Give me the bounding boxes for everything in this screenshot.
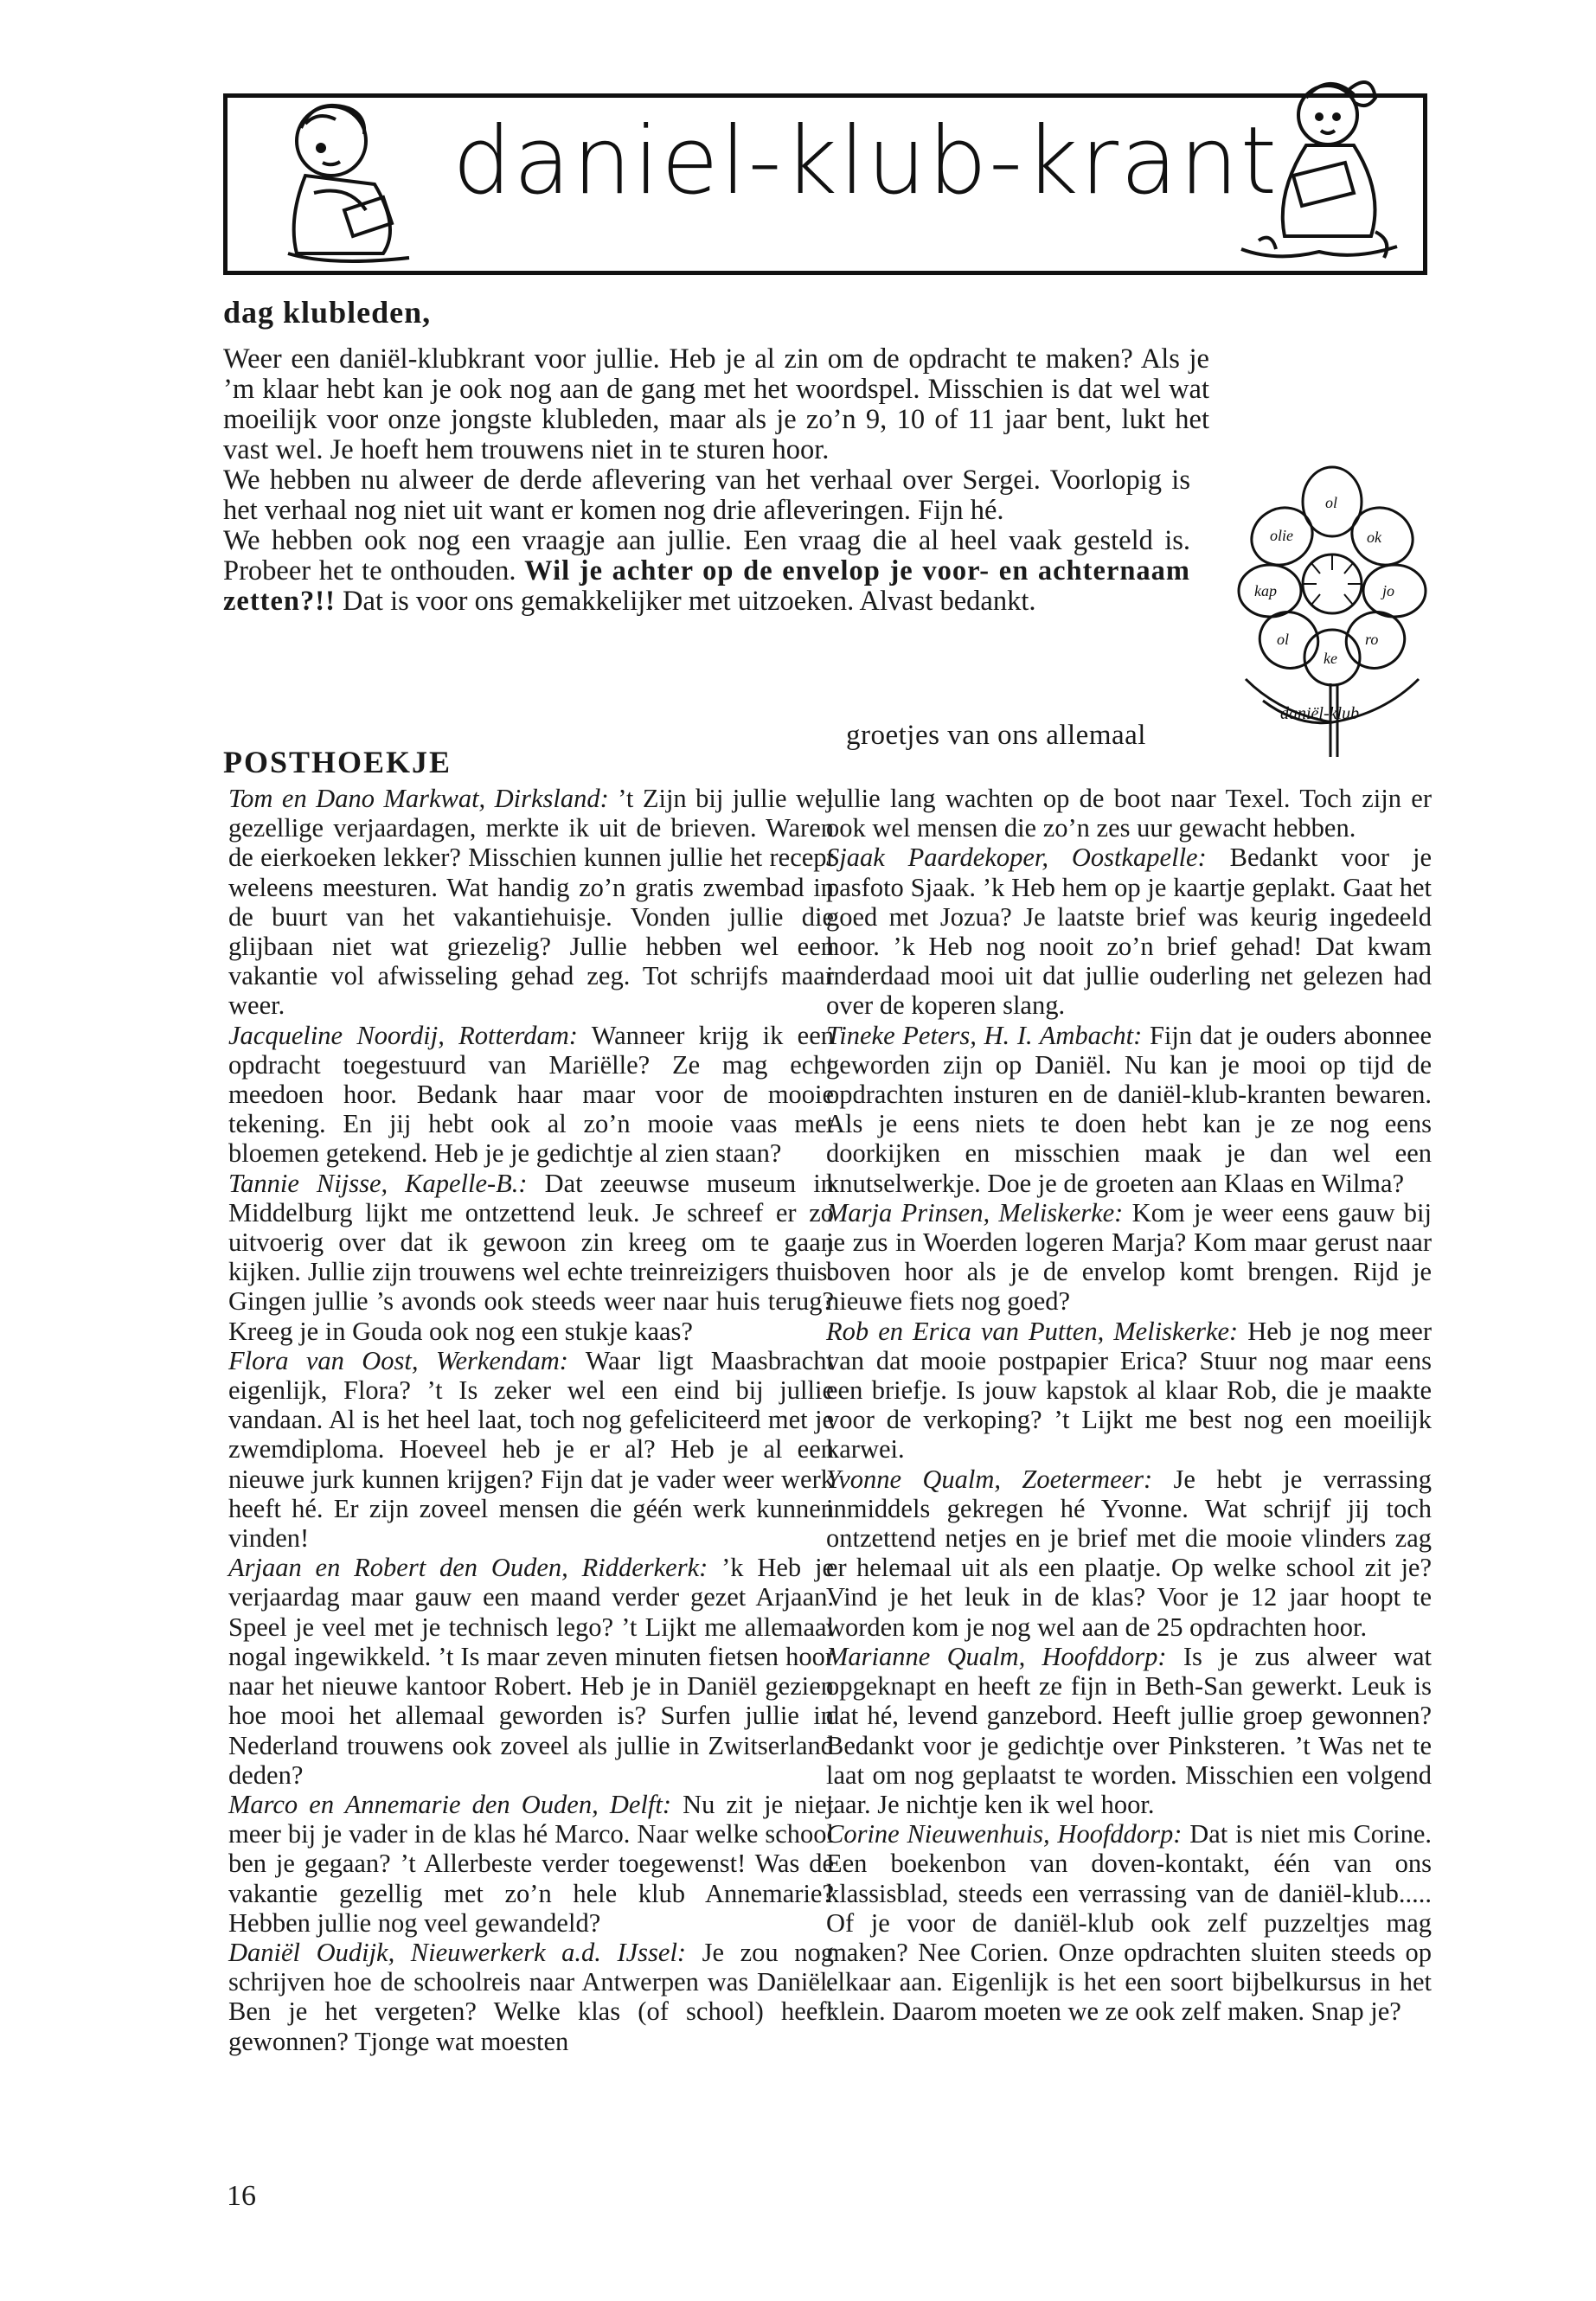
letter-entry bbox=[826, 1198, 1432, 1317]
letter-sender: Sjaak Paardekoper, Oostkapelle: bbox=[826, 843, 1207, 873]
masthead-title: daniel-klub-krant bbox=[452, 107, 1279, 215]
intro-paragraph-2 bbox=[223, 465, 1190, 526]
letter-entry bbox=[228, 1021, 834, 1169]
letter-sender: Corine Nieuwenhuis, Hoofddorp: bbox=[826, 1819, 1183, 1849]
letter-sender: Arjaan en Robert den Ouden, Ridderkerk: bbox=[228, 1553, 708, 1583]
letter-sender: Jacqueline Noordij, Rotterdam: bbox=[228, 1020, 578, 1050]
letter-reply: Dat zeeuwse museum in Middelburg lijkt me ontzettend leuk. Je schreef er zo uitvoerig over dat ik gewoon zin kreeg om te gaan kijken. Jullie zijn trouwens wel echte treinreizigers thuis. Gingen jullie ’s avonds ook steeds weer naar huis terug? Kreeg je in Gouda ook nog een stukje kaas? bbox=[228, 1168, 834, 1346]
flower-stem-label: daniël-klub bbox=[1280, 704, 1360, 723]
flower-petal-text-4: kap bbox=[1254, 582, 1277, 599]
letter-entry bbox=[228, 1790, 834, 1938]
flower-petal-text-5: jo bbox=[1382, 582, 1395, 599]
letter-sender: Marja Prinsen, Meliskerke: bbox=[826, 1197, 1124, 1227]
letter-reply: Je hebt je verrassing inmiddels gekregen hé Yvonne. Wat schrijf jij toch ontzettend netjes en je brief met die mooie vlinders zag er helemaal uit als een plaatje. Op welke school zit je? Vind je het leuk in de klas? Voor je 12 jaar hoopt te worden kom je nog wel aan de 25 opdrachten hoor. bbox=[826, 1464, 1432, 1642]
letter-entry bbox=[826, 1819, 1432, 2026]
boy-reading-illustration bbox=[253, 80, 426, 279]
letter-reply: Wanneer krijg ik een opdracht toegestuurd van Mariëlle? Ze mag echt meedoen hoor. Bedank haar maar voor de mooie tekening. En jij hebt ook al zo’n mooie vaas met bloemen getekend. Heb je je gedichtje al zien staan? bbox=[228, 1020, 834, 1169]
flower-petal-text-3: ok bbox=[1367, 529, 1381, 546]
letter-reply: Waar ligt Maasbracht eigenlijk, Flora? ’t Is zeker wel een eind bij jullie vandaan. Al is het heel laat, toch nog gefeliciteerd met je zwemdiploma. Hoeveel heb je er al? Heb je al een nieuwe jurk kunnen krijgen? Fijn dat je vader weer werk heeft hé. Er zijn zoveel mensen die géén werk kunnen vinden! bbox=[228, 1345, 834, 1554]
flower-petal-text-6: ol bbox=[1277, 631, 1290, 648]
girl-reading-illustration bbox=[1224, 63, 1414, 279]
letter-reply: Is je zus alweer wat opgeknapt en heeft ze fijn in Beth-San gewerkt. Leuk is dat hé, levend ganzebord. Heeft jullie groep gewonnen? Bedankt voor je gedichtje over Pinksteren. ’t Was net te laat om nog geplaatst te worden. Misschien een volgend jaar. Je nichtje ken ik wel hoor. bbox=[826, 1641, 1432, 1819]
posthoekje-left-column bbox=[228, 784, 834, 2056]
letter-reply: ’t Zijn bij jullie wel gezellige verjaardagen, merkte ik uit de brieven. Waren de eierkoeken lekker? Misschien kunnen jullie het recept weleens meesturen. Wat handig zo’n gratis zwembad in de buurt van het vakantiehuisje. Vonden jullie die glijbaan niet wat griezelig? Jullie hebben wel een vakantie vol afwisseling gehad zeg. Tot schrijfs maar weer. bbox=[228, 784, 834, 1021]
letter-entry bbox=[228, 784, 834, 1021]
flower-petal-text-1: ol bbox=[1325, 494, 1338, 511]
posthoekje-heading: POSTHOEKJE bbox=[223, 745, 452, 779]
letter-entry bbox=[228, 1169, 834, 1346]
letter-sender: Tom en Dano Markwat, Dirksland: bbox=[228, 784, 609, 813]
envelope-request: Wil je achter op de envelop je voor- en achternaam zetten?!! bbox=[223, 555, 1190, 617]
letter-entry bbox=[228, 1553, 834, 1790]
letter-entry bbox=[826, 1317, 1432, 1465]
signoff-text: groetjes van ons allemaal bbox=[846, 720, 1146, 751]
letter-sender: Flora van Oost, Werkendam: bbox=[228, 1345, 568, 1375]
letter-reply: ’k Heb je verjaardag maar gauw een maand verder gezet Arjaan. Speel je veel met je technisch lego? ’t Lijkt me allemaal nogal ingewikkeld. ’t Is maar zeven minuten fietsen hoor naar het nieuwe kantoor Robert. Heb je in Daniël gezien hoe mooi het allemaal geworden is? Surfen jullie in Nederland trouwens ook zoveel als jullie in Zwitserland deden? bbox=[228, 1553, 834, 1790]
flower-logo-icon bbox=[1228, 463, 1436, 757]
intro-paragraph-3-end: Dat is voor ons gemakkelijker met uitzoeken. Alvast bedankt. bbox=[335, 586, 1036, 617]
letter-entry bbox=[826, 843, 1432, 1020]
posthoekje-right-column bbox=[826, 784, 1432, 2027]
letter-sender: Tineke Peters, H. I. Ambacht: bbox=[826, 1020, 1143, 1050]
letter-entry bbox=[228, 1938, 834, 2056]
letter-sender: Marianne Qualm, Hoofddorp: bbox=[826, 1641, 1167, 1671]
letter-sender: Yvonne Qualm, Zoetermeer: bbox=[826, 1464, 1153, 1494]
intro-paragraph-2-text: We hebben nu alweer de derde aflevering van het verhaal over Sergei. Voorlopig is het verhaal nog niet uit want er komen nog drie afleveringen. Fijn hé. bbox=[223, 465, 1190, 526]
intro-text bbox=[223, 344, 1209, 617]
greeting-heading: dag klubleden, bbox=[223, 295, 432, 330]
letter-reply: Kom je weer eens gauw bij je zus in Woerden logeren Marja? Kom maar gerust naar boven hoor als je de envelop komt brengen. Rijd je nieuwe fiets nog goed? bbox=[826, 1197, 1432, 1317]
intro-paragraph-1: Weer een daniël-klubkrant voor jullie. Heb je al zin om de opdracht te maken? Als je ’m klaar hebt kan je ook nog aan de gang met het woordspel. Misschien is dat wel wat moeilijk voor onze jongste klubleden, maar als je zo’n 9, 10 of 11 jaar bent, lukt het vast wel. Je hoeft hem trouwens niet in te sturen hoor. bbox=[223, 343, 1209, 465]
letter-reply: Fijn dat je ouders abonnee geworden zijn op Daniël. Nu kan je mooi op tijd de opdrachten insturen en de daniël-klub-kranten bewaren. Als je eens niets te doen hebt kan je ze nog eens doorkijken en misschien maak je dan wel een knutselwerkje. Doe je de groeten aan Klaas en Wilma? bbox=[826, 1020, 1432, 1198]
page-number: 16 bbox=[227, 2180, 256, 2212]
intro-paragraph-3 bbox=[223, 526, 1190, 617]
letter-reply: Nu zit je niet meer bij je vader in de klas hé Marco. Naar welke school ben je gegaan? ’t Allerbeste verder toegewenst! Was de vakantie gezellig met zo’n hele klub Annemarie? Hebben jullie nog veel gewandeld? bbox=[228, 1789, 834, 1938]
letter-reply: jullie lang wachten op de boot naar Texel. Toch zijn er ook wel mensen die zo’n zes uur gewacht hebben. bbox=[826, 784, 1432, 843]
flower-petal-text-7: ro bbox=[1365, 631, 1379, 648]
letter-entry bbox=[826, 1021, 1432, 1198]
flower-petal-text-8: ke bbox=[1324, 650, 1337, 667]
masthead-box bbox=[223, 93, 1427, 275]
letter-reply: Bedankt voor je pasfoto Sjaak. ’k Heb hem op je kaartje geplakt. Gaat het goed met Jozua? Je laatste brief was keurig ingedeeld hoor. ’k Heb nog nooit zo’n brief gehad! Dat kwam inderdaad mooi uit dat jullie ouderling net gelezen had over de koperen slang. bbox=[826, 843, 1433, 1021]
flower-petal-text-2: olie bbox=[1270, 527, 1293, 544]
letter-sender: Marco en Annemarie den Ouden, Delft: bbox=[228, 1789, 671, 1819]
letter-entry bbox=[826, 1642, 1432, 1819]
letter-sender: Daniël Oudijk, Nieuwerkerk a.d. IJssel: bbox=[228, 1937, 687, 1967]
letter-sender: Tannie Nijsse, Kapelle-B.: bbox=[228, 1168, 528, 1198]
letter-reply: Heb je nog meer van dat mooie postpapier Erica? Stuur nog maar eens een briefje. Is jouw kapstok al klaar Rob, die je maakte voor de verkoping? ’t Lijkt me best nog een moeilijk karwei. bbox=[826, 1316, 1432, 1465]
intro-paragraph-3-start: We hebben ook nog een vraagje aan jullie. Een vraag die al heel vaak gesteld is. Probeer het te onthouden. bbox=[223, 525, 1190, 586]
letter-sender: Rob en Erica van Putten, Meliskerke: bbox=[826, 1316, 1239, 1346]
letter-entry bbox=[826, 784, 1432, 843]
letter-reply: Je zou nog schrijven hoe de schoolreis naar Antwerpen was Daniël. Ben je het vergeten? Welke klas (of school) heeft gewonnen? Tjonge wat moesten bbox=[228, 1937, 834, 2056]
letter-entry bbox=[228, 1346, 834, 1553]
letter-entry bbox=[826, 1465, 1432, 1642]
letter-reply: Dat is niet mis Corine. Een boekenbon van doven-kontakt, één van ons klassisblad, steeds een verrassing van de daniël-klub..... Of je voor de daniël-klub ook zelf puzzeltjes mag maken? Nee Corien. Onze opdrachten sluiten steeds op elkaar aan. Eigenlijk is het een soort bijbelkursus in het klein. Daarom moeten we ze ook zelf maken. Snap je? bbox=[826, 1819, 1432, 2027]
